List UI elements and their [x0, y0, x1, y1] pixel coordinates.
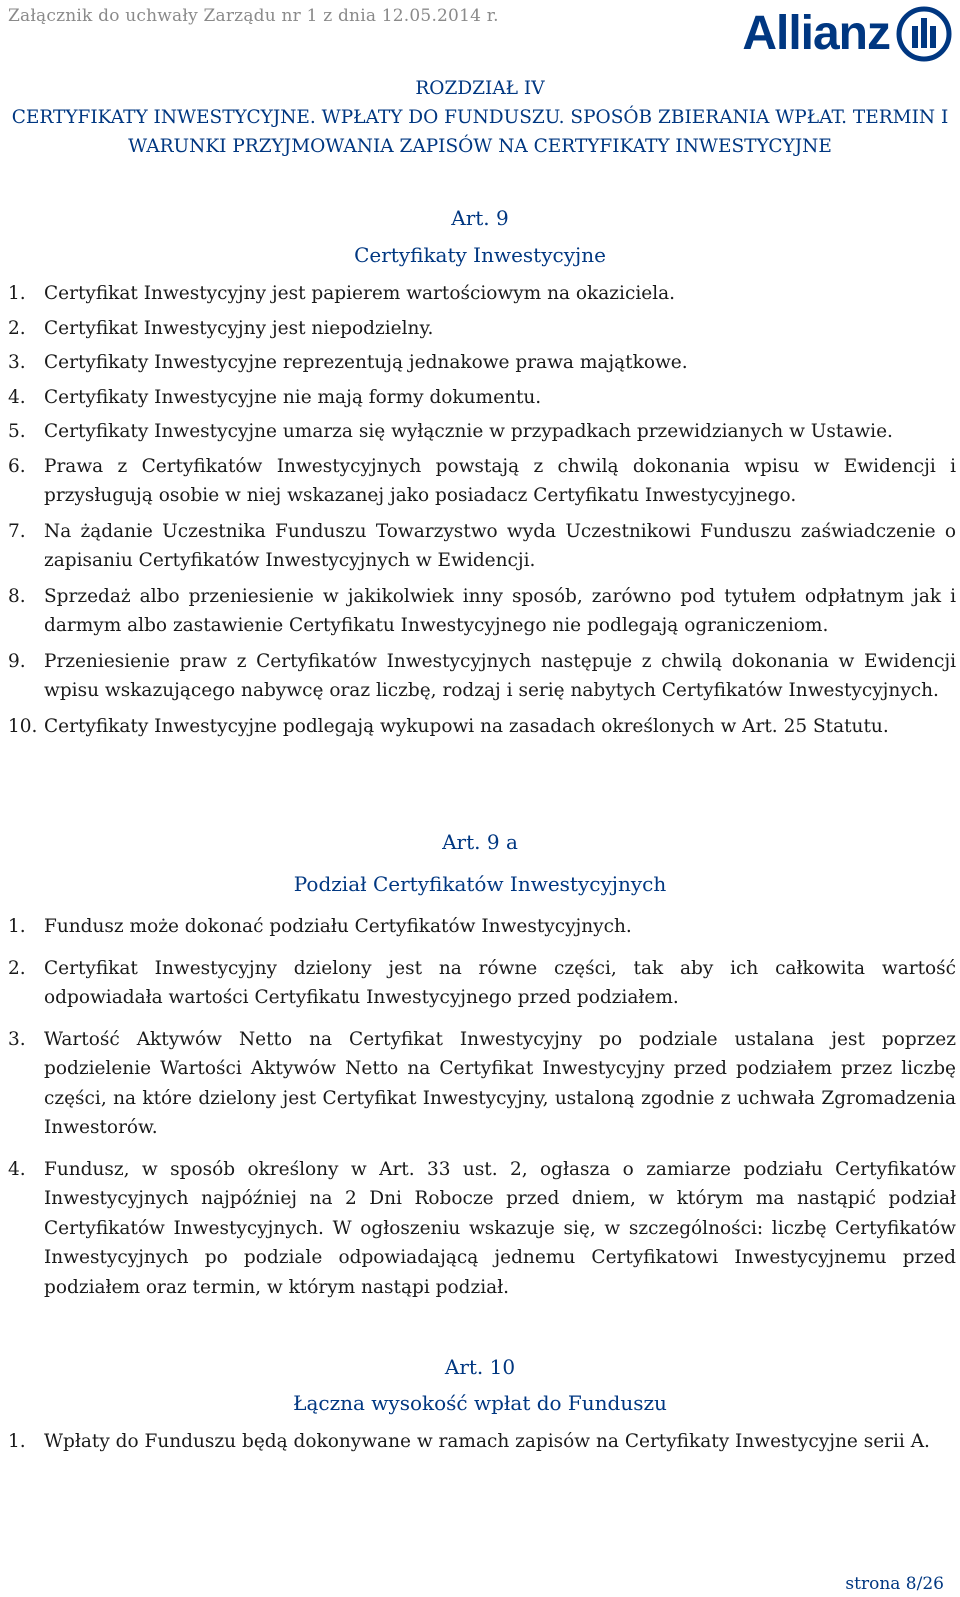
- art9-title: Certyfikaty Inwestycyjne: [354, 243, 606, 267]
- art9a-number: Art. 9 a: [442, 830, 518, 854]
- list-item: 1. Wpłaty do Funduszu będą dokonywane w ramach zapisów na Certyfikaty Inwestycyjne serii A.: [8, 1431, 930, 1452]
- page-number: strona 8/26: [845, 1574, 944, 1594]
- list-item: 5. Certyfikaty Inwestycyjne umarza się wyłącznie w przypadkach przewidzianych w Ustawie.: [8, 421, 893, 442]
- list-item: 10. Certyfikaty Inwestycyjne podlegają wykupowi na zasadach określonych w Art. 25 Statutu.: [8, 715, 889, 737]
- list-item: 8. Sprzedaż albo przeniesienie w jakikolwiek inny sposób, zarówno pod tytułem odpłatnym jak i darmym albo zastawienie Certyfikatu Inwestycyjnego nie podlegają ograniczeniom.: [8, 585, 956, 636]
- header-attachment-text: Załącznik do uchwały Zarządu nr 1 z dnia 12.05.2014 r.: [8, 6, 499, 26]
- list-item: 1. Certyfikat Inwestycyjny jest papierem wartościowym na okaziciela.: [8, 283, 676, 304]
- allianz-eagle-icon: [896, 6, 952, 62]
- list-item: 4. Fundusz, w sposób określony w Art. 33 ust. 2, ogłasza o zamiarze podziału Certyfikatów Inwestycyjnych najpóźniej na 2 Dni Robocze przed dniem, w którym ma nastąpić podział Certyfikatów Inwestycyjnych. W ogłoszeniu wskazuje się, w szczególności: liczbę Certyfikatów Inwestycyjnych po podziale odpowiadającą jednemu Certyfikatowi Inwestycyjnemu przed podziałem oraz termin, w którym nastąpi podział.: [8, 1158, 956, 1298]
- list-item: 3. Certyfikaty Inwestycyjne reprezentują jednakowe prawa majątkowe.: [8, 352, 688, 373]
- list-item: 9. Przeniesienie praw z Certyfikatów Inwestycyjnych następuje z chwilą dokonania w Ewidencji wpisu wskazującego nabywcę oraz liczbę, rodzaj i serię nabytych Certyfikatów Inwestycyjnych.: [8, 650, 956, 701]
- art10-list: [8, 1427, 956, 1457]
- art10-title: Łączna wysokość wpłat do Funduszu: [293, 1391, 667, 1415]
- list-item: 7. Na żądanie Uczestnika Funduszu Towarzystwo wyda Uczestnikowi Funduszu zaświadczenie o zapisaniu Certyfikatów Inwestycyjnych w Ewidencji.: [8, 520, 956, 571]
- list-item: 4. Certyfikaty Inwestycyjne nie mają formy dokumentu.: [8, 386, 542, 408]
- art9-number: Art. 9: [451, 206, 509, 230]
- art9a-title: Podział Certyfikatów Inwestycyjnych: [293, 872, 667, 896]
- list-item: 2. Certyfikat Inwestycyjny jest niepodzielny.: [8, 317, 434, 339]
- chapter-title-line-2: WARUNKI PRZYJMOWANIA ZAPISÓW NA CERTYFIKATY INWESTYCYJNE: [128, 136, 832, 157]
- list-item: 3. Wartość Aktywów Netto na Certyfikat Inwestycyjny po podziale ustalana jest poprzez podzielenie Wartości Aktywów Netto na Certyfikat Inwestycyjny przed podziałem przez liczbę części, na które dzielony jest Certyfikat Inwestycyjny, ustaloną zgodnie z uchwała Zgromadzenia Inwestorów.: [8, 1028, 956, 1138]
- art10-number: Art. 10: [444, 1355, 516, 1379]
- art9a-list: [8, 912, 956, 1302]
- list-item: 6. Prawa z Certyfikatów Inwestycyjnych powstają z chwilą dokonania wpisu w Ewidencji i przysługują osobie w niej wskazanej jako posiadacz Certyfikatu Inwestycyjnego.: [8, 455, 956, 506]
- allianz-logo: [742, 2, 952, 66]
- list-item: 2. Certyfikat Inwestycyjny dzielony jest na równe części, tak aby ich całkowita wartość odpowiadała wartości Certyfikatu Inwestycyjnego przed podziałem.: [8, 957, 956, 1008]
- list-item: 1. Fundusz może dokonać podziału Certyfikatów Inwestycyjnych.: [8, 916, 632, 937]
- chapter-title-line-1: CERTYFIKATY INWESTYCYJNE. WPŁATY DO FUNDUSZU. SPOSÓB ZBIERANIA WPŁAT. TERMIN I: [11, 107, 949, 128]
- chapter-number: ROZDZIAŁ IV: [415, 78, 545, 99]
- chapter-heading: [10, 74, 950, 161]
- logo-wordmark: Allianz: [742, 7, 890, 60]
- art9-list: [8, 279, 956, 741]
